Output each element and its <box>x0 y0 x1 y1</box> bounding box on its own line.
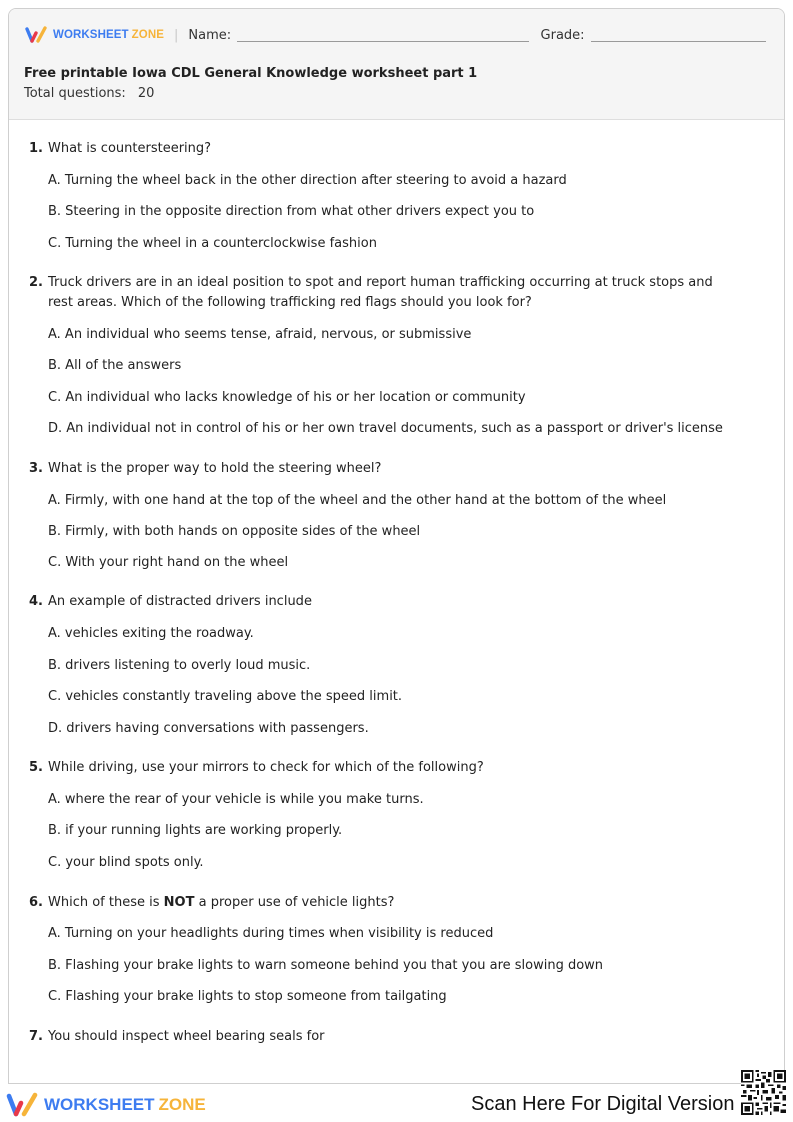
answer-option[interactable]: B. Firmly, with both hands on opposite sides of the wheel <box>48 524 421 539</box>
answer-option[interactable]: B. All of the answers <box>48 358 182 373</box>
grade-field[interactable] <box>591 28 766 42</box>
question-text-part: Which of these is <box>48 895 164 910</box>
answer-option[interactable]: D. drivers having conversations with passengers. <box>48 721 369 736</box>
divider: | <box>174 27 179 43</box>
answer-option[interactable]: C. Flashing your brake lights to stop someone from tailgating <box>48 989 447 1004</box>
brand-logo <box>25 25 164 45</box>
logo-word-worksheet: WORKSHEET <box>44 1095 155 1114</box>
question-text: Truck drivers are in an ideal position to spot and report human trafficking occurring at truck stops and rest areas. Which of the following trafficking red flags should you look for? <box>48 275 713 310</box>
answer-option[interactable]: B. drivers listening to overly loud music. <box>48 658 311 673</box>
total-questions <box>24 86 154 101</box>
logo-word-zone: ZONE <box>131 29 165 41</box>
answer-option[interactable]: A. Firmly, with one hand at the top of the wheel and the other hand at the bottom of the wheel <box>48 493 667 508</box>
question-number: 5. <box>29 760 43 775</box>
name-label: Name: <box>188 27 232 43</box>
answer-option[interactable]: C. Turning the wheel in a counterclockwise fashion <box>48 236 377 251</box>
question-emphasis: NOT <box>163 895 195 910</box>
logo-word-zone: ZONE <box>158 1095 206 1114</box>
question-text: An example of distracted drivers include <box>48 594 312 609</box>
answer-option[interactable]: C. vehicles constantly traveling above the speed limit. <box>48 689 403 704</box>
answer-option[interactable]: A. Turning the wheel back in the other direction after steering to avoid a hazard <box>48 173 567 188</box>
question-number: 2. <box>29 275 43 290</box>
answer-option[interactable]: D. An individual not in control of his or her own travel documents, such as a passport or driver's license <box>48 421 723 436</box>
name-field[interactable] <box>237 28 528 42</box>
answer-option[interactable]: C. An individual who lacks knowledge of his or her location or community <box>48 390 526 405</box>
total-questions-label: Total questions: <box>24 86 126 101</box>
footer-brand-logo <box>6 1092 206 1118</box>
header-row <box>25 24 766 46</box>
question-number: 3. <box>29 461 43 476</box>
answer-option[interactable]: A. Turning on your headlights during times when visibility is reduced <box>48 926 494 941</box>
question-text: You should inspect wheel bearing seals for <box>48 1029 325 1044</box>
worksheet-card <box>8 8 785 1084</box>
worksheet-title: Free printable Iowa CDL General Knowledge worksheet part 1 <box>24 66 478 81</box>
worksheet-zone-logo-icon <box>25 26 49 44</box>
question-text-part: a proper use of vehicle lights? <box>194 895 395 910</box>
question-text <box>48 893 738 913</box>
answer-option[interactable]: A. vehicles exiting the roadway. <box>48 626 254 641</box>
qr-code-icon[interactable] <box>741 1070 786 1115</box>
answer-option[interactable]: A. An individual who seems tense, afraid, nervous, or submissive <box>48 327 472 342</box>
question-number: 7. <box>29 1029 43 1044</box>
answer-option[interactable]: C. your blind spots only. <box>48 855 204 870</box>
question-text: What is countersteering? <box>48 141 212 156</box>
question-number: 1. <box>29 141 43 156</box>
worksheet-zone-logo-icon <box>6 1092 40 1118</box>
scan-for-digital-version: Scan Here For Digital Version <box>471 1093 735 1115</box>
answer-option[interactable]: A. where the rear of your vehicle is while you make turns. <box>48 792 424 807</box>
answer-option[interactable]: B. if your running lights are working properly. <box>48 823 343 838</box>
total-questions-value: 20 <box>137 86 155 101</box>
logo-word-worksheet: WORKSHEET <box>53 29 129 41</box>
question-text: While driving, use your mirrors to check for which of the following? <box>48 760 484 775</box>
question-number: 6. <box>29 895 43 910</box>
grade-label: Grade: <box>540 27 585 43</box>
question-text: What is the proper way to hold the steering wheel? <box>48 461 382 476</box>
worksheet-header <box>9 9 784 120</box>
answer-option[interactable]: C. With your right hand on the wheel <box>48 555 289 570</box>
answer-option[interactable]: B. Steering in the opposite direction from what other drivers expect you to <box>48 204 535 219</box>
question-number: 4. <box>29 594 43 609</box>
answer-option[interactable]: B. Flashing your brake lights to warn someone behind you that you are slowing down <box>48 958 604 973</box>
